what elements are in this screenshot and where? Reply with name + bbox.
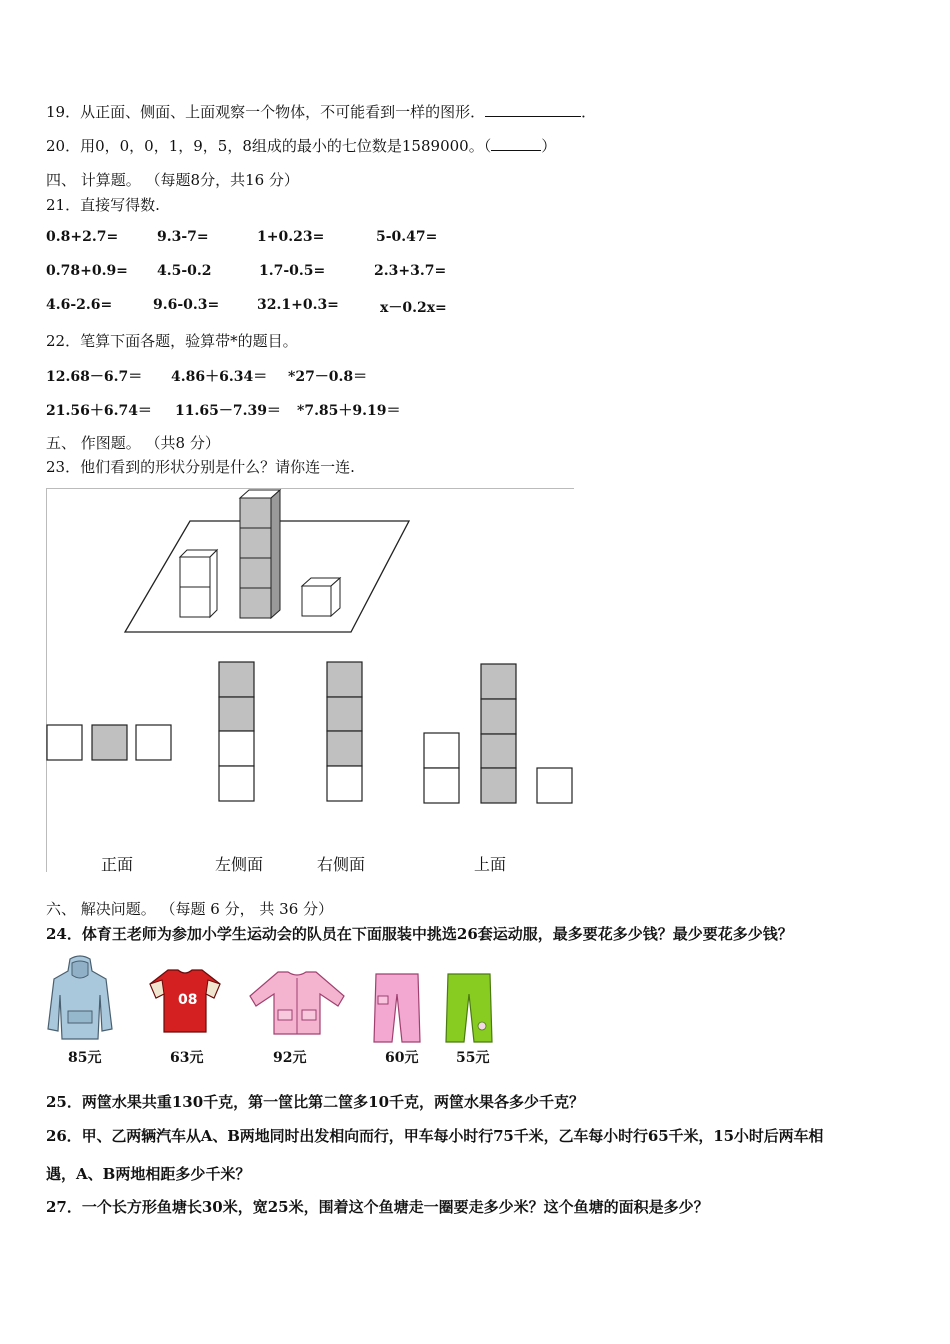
question-23-text: 23．他们看到的形状分别是什么？请你连一连. bbox=[46, 458, 355, 476]
view-matching-figure bbox=[46, 488, 574, 872]
question-19 bbox=[46, 102, 596, 122]
answer-blank[interactable] bbox=[491, 136, 541, 151]
view-right-side[interactable] bbox=[327, 662, 362, 801]
calc-item: 0.8+2.7= bbox=[46, 229, 119, 245]
calc-item: 4.86＋6.34＝ bbox=[171, 369, 268, 385]
price-hoodie: 85元 bbox=[68, 1050, 102, 1066]
calc-item: 32.1+0.3= bbox=[257, 297, 339, 313]
tshirt-icon bbox=[148, 968, 222, 1034]
section-4-title: 四、 计算题。 （每题8分，共16 分） bbox=[46, 171, 299, 189]
label-right-side: 右侧面 bbox=[317, 855, 366, 874]
label-top: 上面 bbox=[474, 855, 507, 874]
question-26-line1: 26．甲、乙两辆汽车从A、B两地同时出发相向而行，甲车每小时行75千米，乙车每小时行65千米，15小时后两车相 bbox=[46, 1127, 824, 1145]
calc-item: 21.56＋6.74＝ bbox=[46, 403, 152, 419]
green-pants-icon bbox=[444, 972, 494, 1044]
cube-stack-2 bbox=[180, 550, 217, 617]
view-top[interactable] bbox=[424, 664, 572, 803]
jacket-icon bbox=[248, 970, 346, 1036]
price-green-pants: 55元 bbox=[456, 1050, 490, 1066]
calc-item: 1.7-0.5= bbox=[259, 263, 326, 279]
question-19-text: 19．从正面、侧面、上面观察一个物体，不可能看到一样的图形． bbox=[46, 103, 486, 121]
label-left-side: 左侧面 bbox=[215, 855, 264, 874]
question-26-line2: 遇，A、B两地相距多少千米？ bbox=[46, 1165, 251, 1183]
calc-item: 9.3-7= bbox=[157, 229, 209, 245]
label-front: 正面 bbox=[101, 855, 134, 874]
cube-single bbox=[302, 578, 340, 616]
answer-blank[interactable] bbox=[485, 102, 581, 117]
calc-item: 9.6-0.3= bbox=[153, 297, 220, 313]
view-left-side[interactable] bbox=[219, 662, 254, 801]
calc-item: 12.68－6.7＝ bbox=[46, 369, 143, 385]
question-24-text: 24．体育王老师为参加小学生运动会的队员在下面服装中挑选26套运动服，最多要花多少钱？最少要花多少钱？ bbox=[46, 925, 793, 943]
question-20-text: 20．用0，0，0，1，9，5，8组成的最小的七位数是1589000。（ bbox=[46, 137, 492, 155]
section-5-title: 五、 作图题。 （共8 分） bbox=[46, 434, 220, 452]
cube-stack-4 bbox=[240, 490, 280, 618]
price-tshirt: 63元 bbox=[170, 1050, 204, 1066]
calc-item: 11.65－7.39＝ bbox=[175, 403, 281, 419]
calc-item: *7.85＋9.19＝ bbox=[297, 403, 401, 419]
calc-item: 1+0.23= bbox=[257, 229, 325, 245]
view-front[interactable] bbox=[47, 725, 171, 760]
question-21-text: 21．直接写得数. bbox=[46, 196, 160, 214]
question-20 bbox=[46, 136, 556, 156]
question-22-text: 22．笔算下面各题，验算带*的题目。 bbox=[46, 332, 298, 350]
svg-text:08: 08 bbox=[178, 992, 198, 1008]
price-pink-pants: 60元 bbox=[385, 1050, 419, 1066]
calc-item: 5-0.47= bbox=[376, 229, 438, 245]
calc-item: x－0.2x= bbox=[380, 300, 447, 316]
price-jacket: 92元 bbox=[273, 1050, 307, 1066]
question-19-end: ． bbox=[581, 103, 597, 121]
section-6-title: 六、 解决问题。 （每题 6 分， 共 36 分） bbox=[46, 900, 334, 918]
question-25-text: 25．两筐水果共重130千克，第一筐比第二筐多10千克，两筐水果各多少千克？ bbox=[46, 1093, 585, 1111]
calc-item: 4.6-2.6= bbox=[46, 297, 113, 313]
pink-pants-icon bbox=[372, 972, 422, 1044]
hoodie-icon bbox=[46, 955, 114, 1045]
calc-item: 2.3+3.7= bbox=[374, 263, 447, 279]
question-20-end: ） bbox=[541, 137, 557, 155]
question-27-text: 27．一个长方形鱼塘长30米，宽25米，围着这个鱼塘走一圈要走多少米？这个鱼塘的面积是多少？ bbox=[46, 1198, 709, 1216]
calc-item: *27－0.8＝ bbox=[288, 369, 368, 385]
calc-item: 0.78+0.9= bbox=[46, 263, 128, 279]
calc-item: 4.5-0.2 bbox=[157, 263, 212, 279]
